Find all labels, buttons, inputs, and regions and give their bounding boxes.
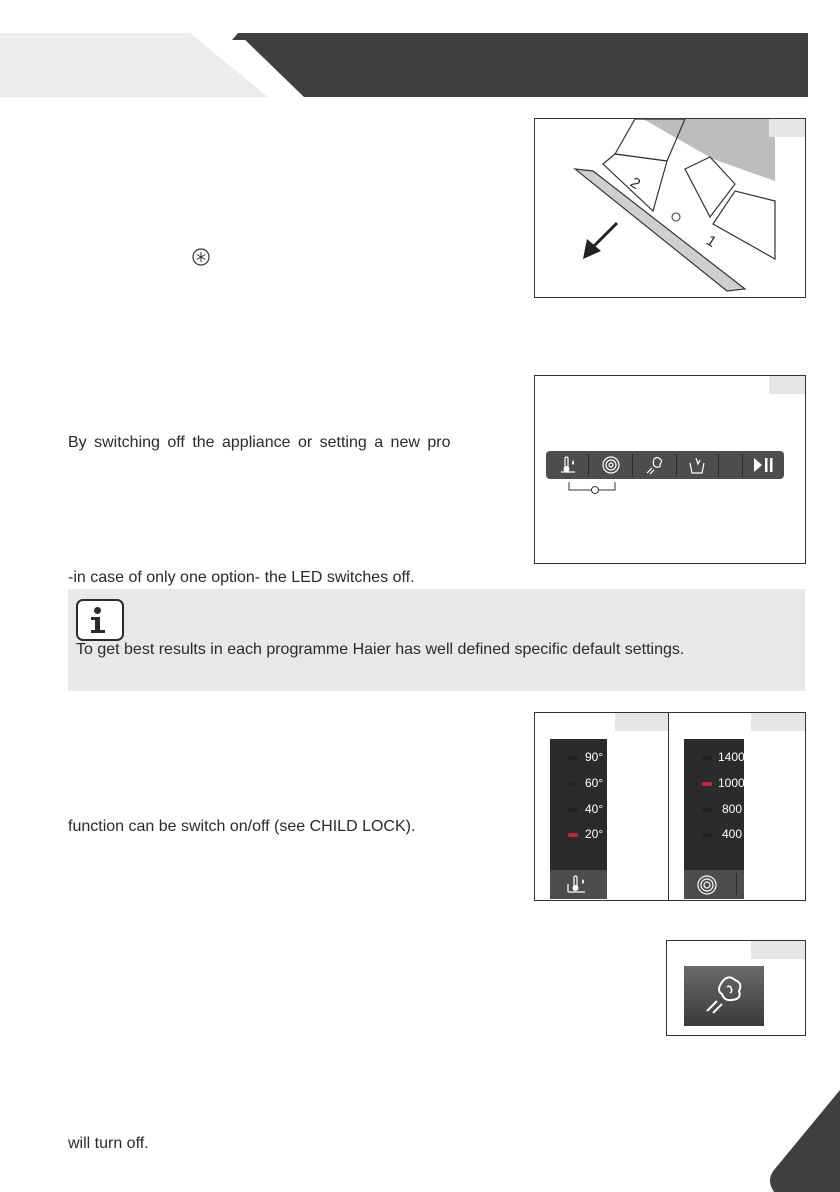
figure-corner-tab bbox=[615, 713, 669, 731]
spin-label-400: 400 bbox=[722, 827, 743, 841]
temperature-scale-figure bbox=[534, 712, 670, 901]
temperature-icon bbox=[565, 874, 591, 896]
info-note-text: To get best results in each programme Haier has well defined specific default settings. bbox=[76, 641, 685, 658]
figure-corner-tab bbox=[751, 941, 805, 959]
header bbox=[0, 0, 840, 100]
child-lock-text: function can be switch on/off (see CHILD LOCK). bbox=[68, 818, 416, 835]
temp-led-active bbox=[568, 833, 578, 837]
prewash-icon bbox=[687, 455, 707, 475]
spin-label-800: 800 bbox=[722, 802, 743, 816]
page-corner bbox=[758, 1090, 840, 1192]
temp-label-90: 90° bbox=[585, 750, 604, 764]
switch-off-text: By switching off the appliance or setting a new pro bbox=[68, 434, 451, 451]
spin-label-1000: 1000 bbox=[718, 776, 745, 790]
header-tabs bbox=[0, 0, 840, 100]
info-icon bbox=[76, 599, 124, 641]
steam-button bbox=[684, 966, 764, 1026]
temperature-scale-panel bbox=[550, 739, 607, 899]
drawer-illustration bbox=[535, 119, 805, 297]
info-note bbox=[68, 589, 805, 691]
drawer-figure bbox=[534, 118, 806, 298]
arrow-icon bbox=[593, 223, 617, 247]
spin-icon bbox=[601, 455, 621, 475]
led-off-text: -in case of only one option- the LED switches off. bbox=[68, 569, 415, 586]
figure-corner-tab bbox=[769, 376, 805, 394]
turn-off-text: will turn off. bbox=[68, 1135, 149, 1152]
figure-corner-tab bbox=[769, 119, 805, 137]
header-tab-light bbox=[0, 33, 268, 97]
steam-icon bbox=[702, 972, 748, 1018]
control-panel-figure bbox=[534, 375, 806, 564]
spin-scale-figure bbox=[668, 712, 806, 901]
temp-label-20: 20° bbox=[585, 827, 604, 841]
temp-label-60: 60° bbox=[585, 776, 604, 790]
button-strip bbox=[546, 451, 784, 479]
steam-figure bbox=[666, 940, 806, 1036]
header-tab-dark bbox=[238, 33, 808, 97]
play-pause-icon bbox=[752, 456, 774, 474]
key-lock-icon bbox=[565, 482, 625, 498]
compartment-label-2: 2 bbox=[627, 174, 644, 193]
compartment-label-1: 1 bbox=[703, 232, 720, 251]
steam-icon bbox=[645, 455, 665, 475]
temp-label-40: 40° bbox=[585, 802, 604, 816]
spin-icon bbox=[696, 874, 718, 896]
spin-scale-panel bbox=[684, 739, 744, 899]
temperature-icon bbox=[559, 455, 579, 475]
snowflake-icon bbox=[192, 248, 210, 266]
figure-corner-tab bbox=[751, 713, 805, 731]
spin-label-1400: 1400 bbox=[718, 750, 745, 764]
spin-led-active bbox=[702, 782, 712, 786]
